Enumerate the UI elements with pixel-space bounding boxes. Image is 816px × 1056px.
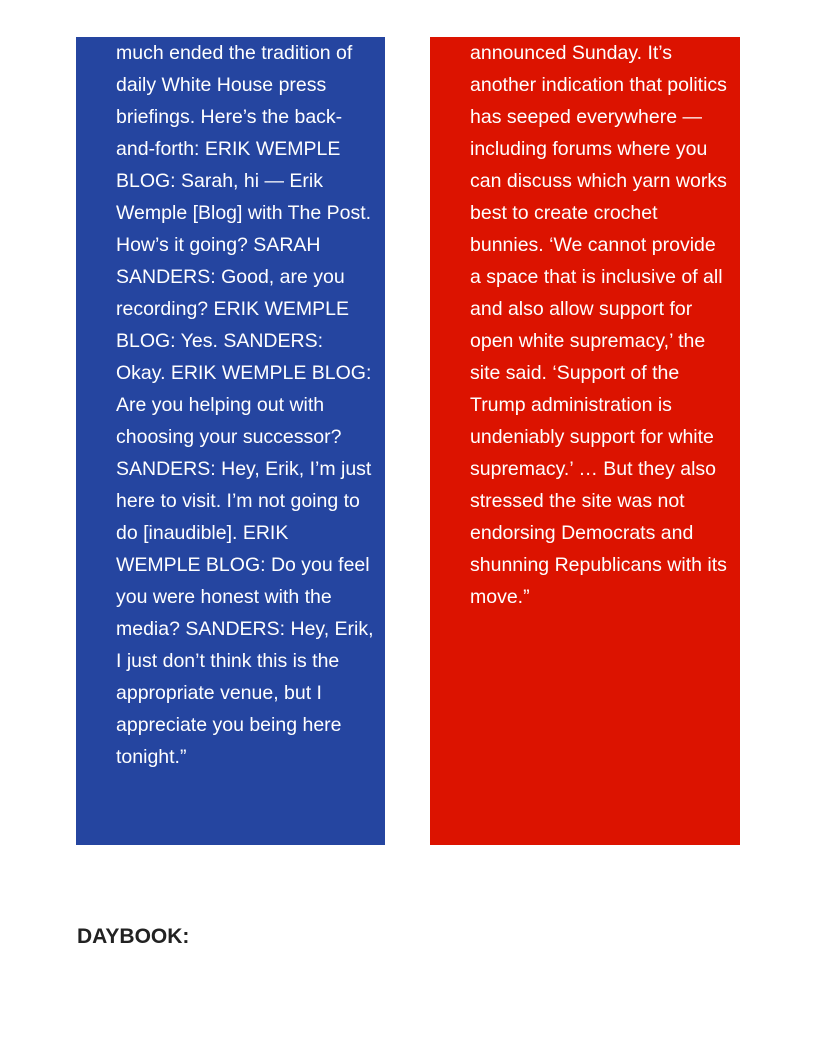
- sanders-quote-column: [76, 37, 385, 845]
- sanders-quote-text: much ended the tradition of daily White House press briefings. Here’s the back-and-forth: ERIK WEMPLE BLOG: Sarah, hi — Erik Wemple [Blog] with The Post. How’s it going? SARAH SANDERS: Good, are you recording? ERIK WEMPLE BLOG: Yes. SANDERS: Okay. ERIK WEMPLE BLOG: Are you helping out with choosing your successor? SANDERS: Hey, Erik, I’m just here to visit. I’m not going to do [inaudible]. ERIK WEMPLE BLOG: Do you feel you were honest with the media? SANDERS: Hey, Erik, I just don’t think this is the appropriate venue, but I appreciate you being here tonight.”: [116, 42, 374, 768]
- ravelry-quote-text: announced Sunday. It’s another indication that politics has seeped everywhere — including forums where you can discuss which yarn works best to create crochet bunnies. ‘We cannot provide a space that is inclusive of all and also allow support for open white supremacy,’ the site said. ‘Support of the Trump administration is undeniably support for white supremacy.’ … But they also stressed the site was not endorsing Democrats and shunning Republicans with its move.”: [470, 42, 727, 608]
- daybook-heading: DAYBOOK:: [77, 925, 190, 948]
- ravelry-quote-column: [430, 37, 740, 845]
